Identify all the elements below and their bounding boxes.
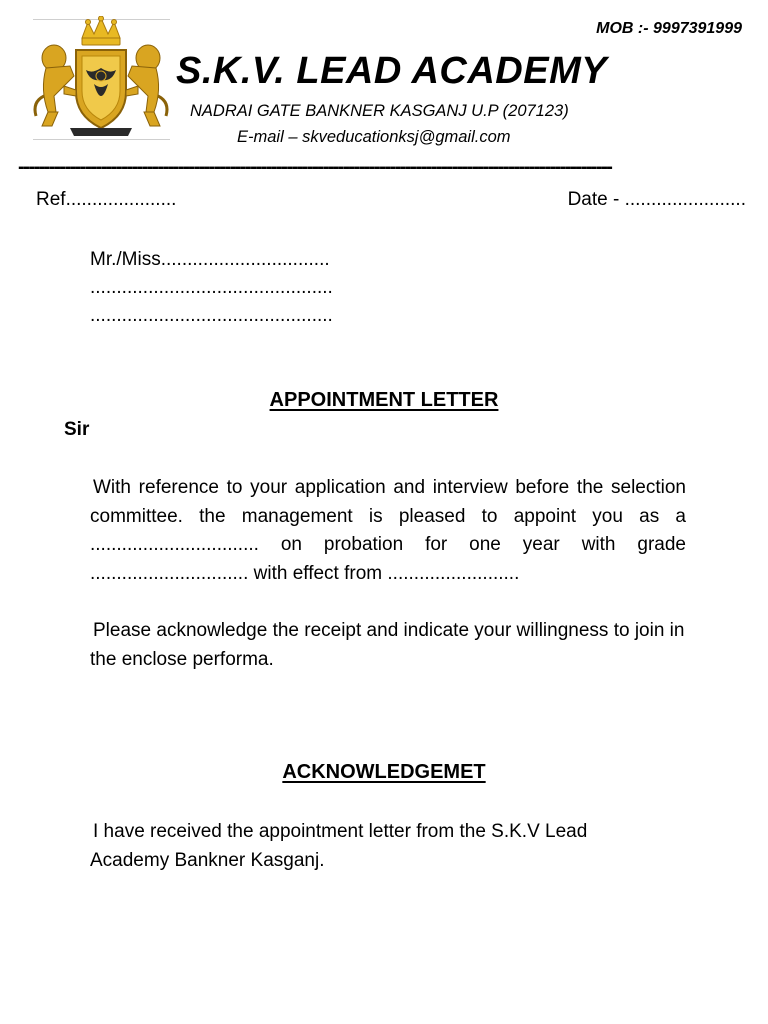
acknowledgement-title: ACKNOWLEDGEMET (282, 761, 486, 783)
institution-name: S.K.V. LEAD ACADEMY (176, 50, 608, 92)
mobile-number: MOB :- 9997391999 (596, 20, 742, 37)
appointment-title: APPOINTMENT LETTER (269, 389, 499, 411)
appointment-heading (0, 389, 768, 412)
header-divider: ------------------------------------------------------------------------------------------------------------------- (18, 157, 612, 177)
acknowledgement-heading (0, 761, 768, 784)
recipient-address-line: .............................................. (90, 305, 333, 326)
salutation: Sir (64, 419, 90, 440)
institution-address: NADRAI GATE BANKNER KASGANJ U.P (207123) (190, 102, 569, 120)
date-field: Date - ....................... (567, 189, 746, 210)
institution-email: E-mail – skveducationksj@gmail.com (237, 128, 511, 146)
recipient-name-line: Mr./Miss................................ (90, 249, 330, 270)
crest-with-lions-icon (30, 16, 172, 140)
acknowledge-request-paragraph: Please acknowledge the receipt and indicate your willingness to join in the enclose performa. (90, 620, 685, 670)
acknowledgement-paragraph: I have received the appointment letter from the S.K.V Lead Academy Bankner Kasganj. (90, 821, 588, 871)
appointment-paragraph: With reference to your application and interview before the selection committee. the management is pleased to appoint you as a ................................ on probation for one year with grade .............................. with effect from ......................... (90, 477, 686, 584)
recipient-address-block (90, 246, 333, 330)
recipient-address-line: .............................................. (90, 277, 333, 298)
ref-field: Ref..................... (36, 189, 177, 210)
